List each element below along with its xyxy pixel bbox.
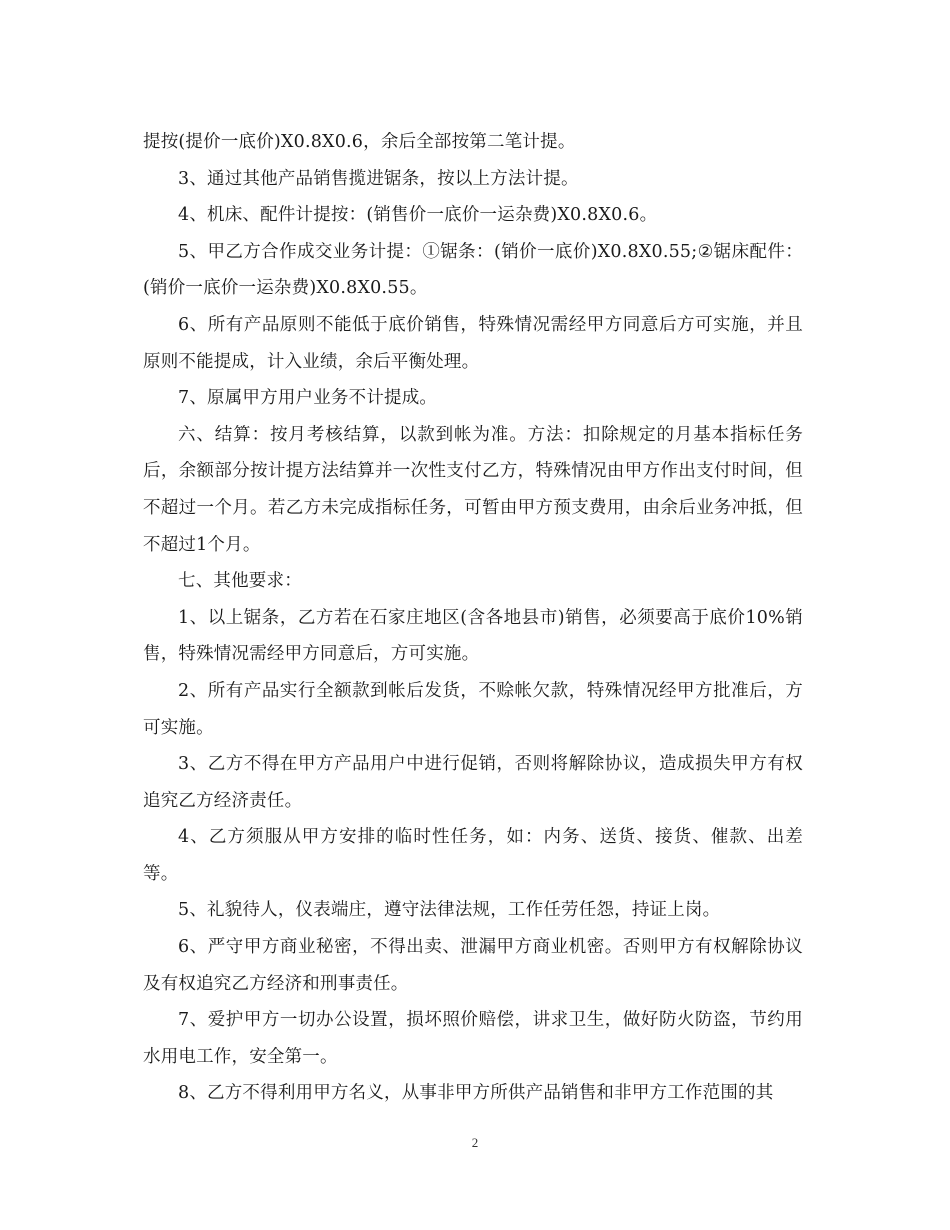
section-heading-7-other-requirements: 七、其他要求：: [178, 571, 302, 592]
paragraph-req-6-confidentiality: 6、严守甲方商业秘密，不得出卖、泄漏甲方商业机密。否则甲方有权解除协议及有权追究乙方经济和刑事责任。: [143, 937, 803, 994]
paragraph-section-6-settlement: 六、结算：按月考核结算，以款到帐为准。方法：扣除规定的月基本指标任务后，余额部分按计提方法结算并一次性支付乙方，特殊情况由甲方作出支付时间，但不超过一个月。若乙方未完成指标任务，可暂由甲方预支费用，由余后业务冲抵，但不超过1个月。: [143, 424, 803, 555]
paragraph-req-2-payment: 2、所有产品实行全额款到帐后发货，不赊帐欠款，特殊情况经甲方批准后，方可实施。: [143, 680, 803, 738]
paragraph-item-5-cooperation: 5、甲乙方合作成交业务计提：①锯条：(销价一底价)X0.8X0.55;②锯床配件：(销价一底价一运杂费)X0.8X0.55。: [143, 241, 803, 299]
paragraph-item-4-machine-parts: 4、机床、配件计提按：(销售价一底价一运杂费)X0.8X0.6。: [178, 205, 658, 226]
paragraph-item-7-original-customers: 7、原属甲方用户业务不计提成。: [178, 388, 438, 409]
paragraph-item-3-other-products: 3、通过其他产品销售揽进锯条，按以上方法计提。: [178, 168, 579, 189]
paragraph-item-6-floor-price: 6、所有产品原则不能低于底价销售，特殊情况需经甲方同意后方可实施，并且原则不能提成，计入业绩，余后平衡处理。: [143, 314, 803, 372]
document-body: [143, 124, 803, 1112]
page-number: 2: [471, 1135, 479, 1150]
paragraph-req-8-name-usage: 8、乙方不得利用甲方名义，从事非甲方所供产品销售和非甲方工作范围的其: [178, 1083, 774, 1104]
paragraph-req-4-temporary-tasks: 4、乙方须服从甲方安排的临时性任务，如：内务、送货、接货、催款、出差等。: [143, 827, 803, 884]
paragraph-commission-formula-continued: 提按(提价一底价)X0.8X0.6，余后全部按第二笔计提。: [143, 132, 576, 152]
paragraph-req-7-office-care: 7、爱护甲方一切办公设置，损坏照价赔偿，讲求卫生，做好防火防盗，节约用水用电工作，安全第一。: [143, 1010, 803, 1067]
paragraph-req-1-pricing: 1、以上锯条，乙方若在石家庄地区(含各地县市)销售，必须要高于底价10%销售，特殊情况需经甲方同意后，方可实施。: [143, 607, 803, 665]
paragraph-req-5-conduct: 5、礼貌待人，仪表端庄，遵守法律法规，工作任劳任怨，持证上岗。: [178, 900, 721, 921]
paragraph-req-3-promotion: 3、乙方不得在甲方产品用户中进行促销，否则将解除协议，造成损失甲方有权追究乙方经济责任。: [143, 754, 803, 811]
